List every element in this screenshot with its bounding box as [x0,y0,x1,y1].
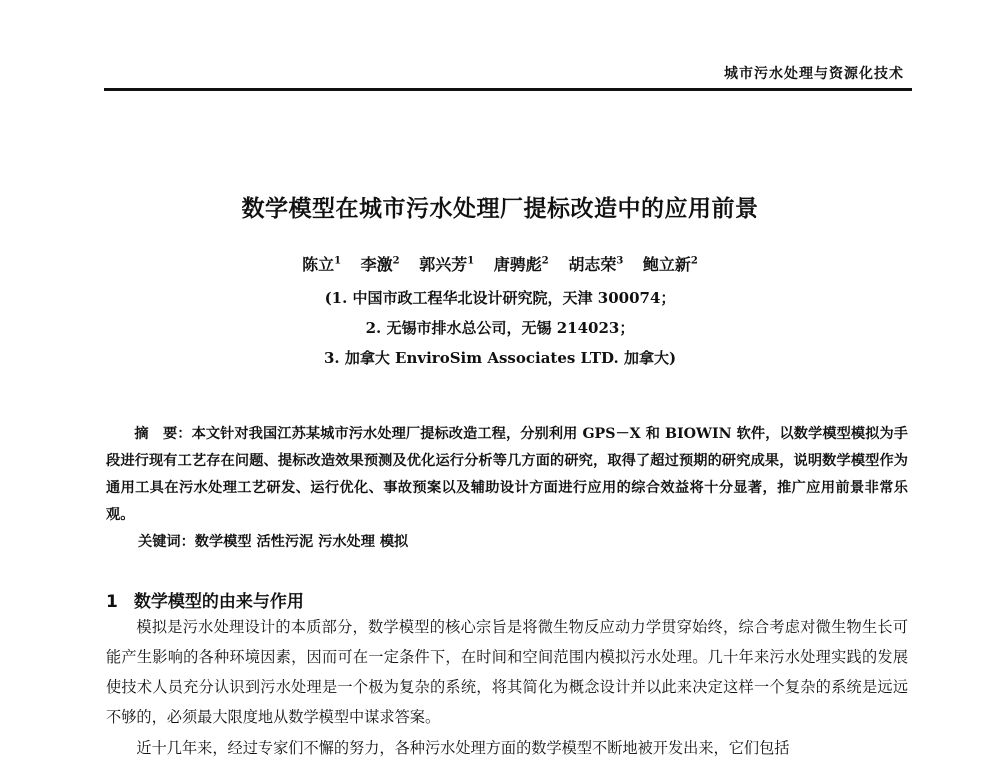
abstract-text: 本文针对我国江苏某城市污水处理厂提标改造工程，分别利用 GPS－X 和 BIOWIN 软件，以数学模型模拟为手段进行现有工艺存在问题、提标改造效果预测及优化运行分析等几方面的研究，取得了超过预期的研究成果，说明数学模型作为通用工具在污水处理工艺研发、运行优化、事故预案以及辅助设计方面进行应用的综合效益将十分显著，推广应用前景非常乐观。 [106,426,908,523]
author-name: 李激 [360,255,393,274]
author-affil-mark: 3 [616,255,624,267]
section-title: 数学模型的由来与作用 [133,592,304,612]
author [568,255,623,274]
abstract-label: 摘 要： [134,426,192,442]
author-affil-mark: 1 [467,255,475,267]
affiliation: (1. 中国市政工程华北设计研究院，天津 300074； [324,289,676,307]
abstract [106,421,908,529]
author-name: 郭兴芳 [419,255,468,274]
author [361,255,400,274]
keywords-label: 关键词： [138,534,195,550]
author [643,255,698,274]
body-paragraph: 近十几年来，经过专家们不懈的努力，各种污水处理方面的数学模型不断地被开发出来，它们包括 [136,739,790,757]
running-head: 城市污水处理与资源化技术 [724,66,904,82]
author [494,255,549,274]
author-affil-mark: 1 [334,255,342,267]
keywords-text: 数学模型 活性污泥 污水处理 模拟 [194,534,409,550]
affiliation: 2. 无锡市排水总公司，无锡 214023； [365,319,635,337]
keywords [138,531,408,551]
author [302,255,341,274]
author-affil-mark: 2 [541,255,549,267]
author-list [0,252,1000,275]
author-name: 鲍立新 [642,255,691,274]
author-name: 唐骋彪 [493,255,542,274]
author-name: 胡志荣 [568,255,617,274]
author [419,255,474,274]
affiliation: 3. 加拿大 EnviroSim Associates LTD. 加拿大) [323,349,677,367]
header-rule [104,88,912,91]
author-affil-mark: 2 [392,255,400,267]
paper-title: 数学模型在城市污水处理厂提标改造中的应用前景 [241,196,759,222]
author-name: 陈立 [302,255,335,274]
body-paragraph: 模拟是污水处理设计的本质部分，数学模型的核心宗旨是将微生物反应动力学贯穿始终，综合考虑对微生物生长可能产生影响的各种环境因素，因而可在一定条件下，在时间和空间范围内模拟污水处理。几十年来污水处理实践的发展使技术人员充分认识到污水处理是一个极为复杂的系统，将其简化为概念设计并以此来决定这样一个复杂的系统是远远不够的，必须最大限度地从数学模型中谋求答案。 [106,618,908,726]
section-heading [106,587,304,612]
section-number: 1 [106,592,118,612]
affiliation-list [0,283,1000,373]
author-affil-mark: 2 [690,255,698,267]
